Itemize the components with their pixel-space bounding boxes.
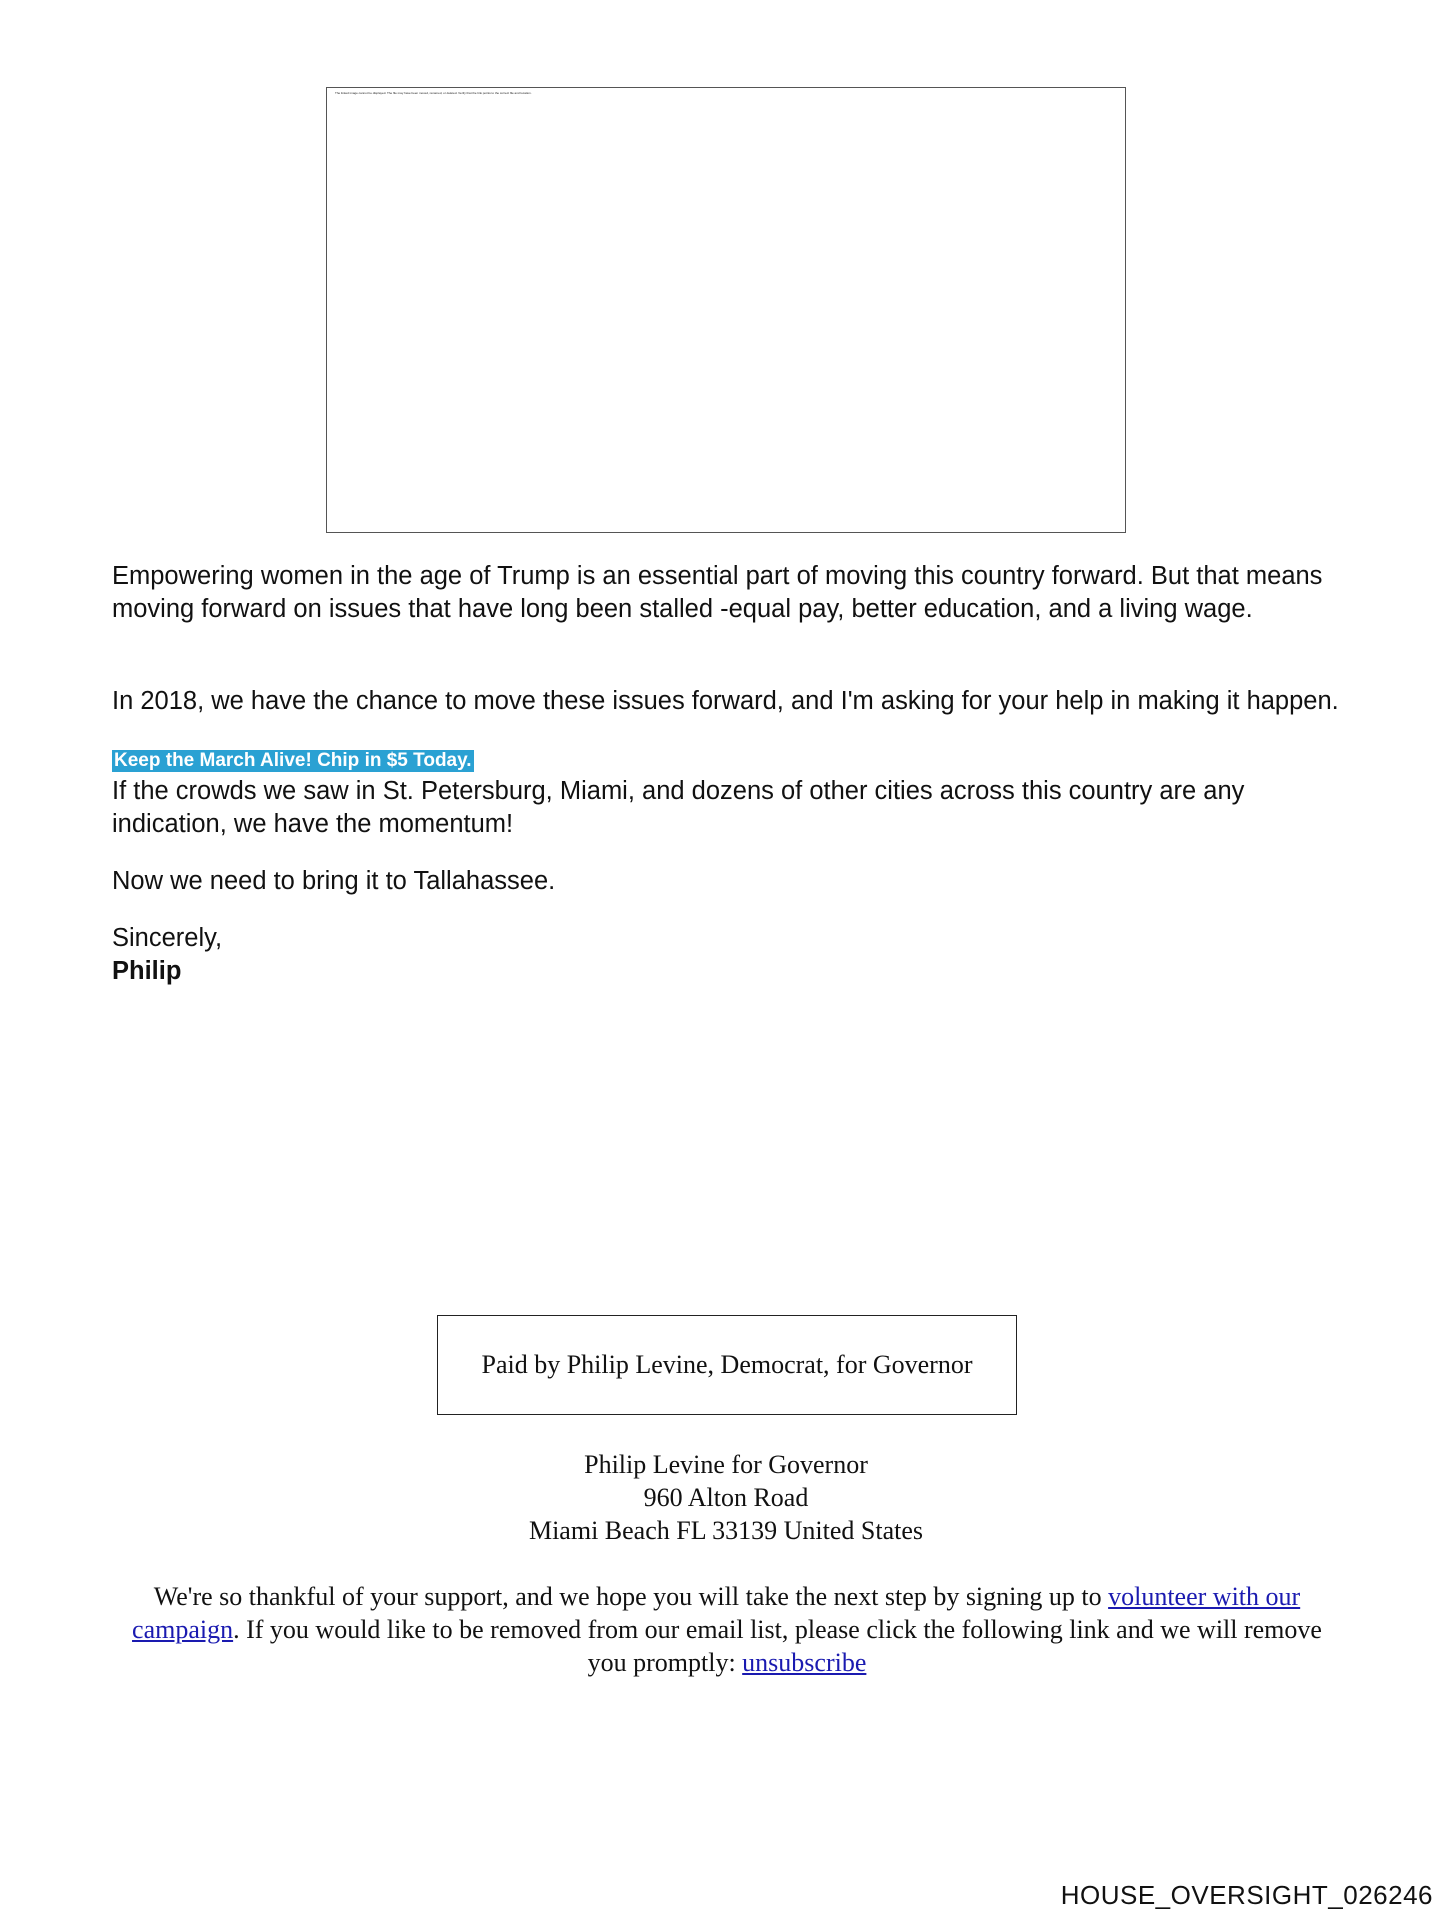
paid-by-disclaimer-text: Paid by Philip Levine, Democrat, for Governor xyxy=(481,1350,973,1379)
address-line-city: Miami Beach FL 33139 United States xyxy=(528,1516,924,1545)
footer-text-intro: We're so thankful of your support, and we hope you will take the next step by signing up to xyxy=(153,1582,1109,1611)
paragraph-2018-chance: In 2018, we have the chance to move these issues forward, and I'm asking for your help in making it happen. xyxy=(112,687,1339,715)
document-id-stamp: HOUSE_OVERSIGHT_026246 xyxy=(1060,1880,1433,1910)
paragraph-tallahassee: Now we need to bring it to Tallahassee. xyxy=(112,867,556,895)
paragraph-crowds-momentum: If the crowds we saw in St. Petersburg, Miami, and dozens of other cities across this country are any indication, we have the momentum! xyxy=(112,777,1245,838)
broken-image-placeholder xyxy=(326,87,1126,533)
footer-note xyxy=(112,1580,1342,1679)
signoff: Sincerely, xyxy=(112,924,223,952)
volunteer-link[interactable]: volunteer with our campaign xyxy=(132,1582,1301,1644)
broken-image-caption: The linked image cannot be displayed. The file may have been moved, renamed, or deleted. Verify that the link points to the correct file and location. xyxy=(335,91,532,95)
campaign-address xyxy=(326,1448,1126,1547)
footer-text-middle: . If you would like to be removed from our email list, please click the following link and we will remove you promptly: xyxy=(233,1615,1322,1677)
unsubscribe-link[interactable]: unsubscribe xyxy=(742,1648,867,1677)
address-line-street: 960 Alton Road xyxy=(643,1483,809,1512)
signature-name: Philip xyxy=(112,957,182,985)
chip-in-donate-link[interactable]: Keep the March Alive! Chip in $5 Today. xyxy=(114,750,472,771)
paragraph-empowering-women: Empowering women in the age of Trump is an essential part of moving this country forward. But that means moving forward on issues that have long been stalled -equal pay, better education, and a living wage. xyxy=(112,562,1323,623)
paid-by-disclaimer-box xyxy=(437,1315,1017,1415)
address-line-name: Philip Levine for Governor xyxy=(584,1450,868,1479)
